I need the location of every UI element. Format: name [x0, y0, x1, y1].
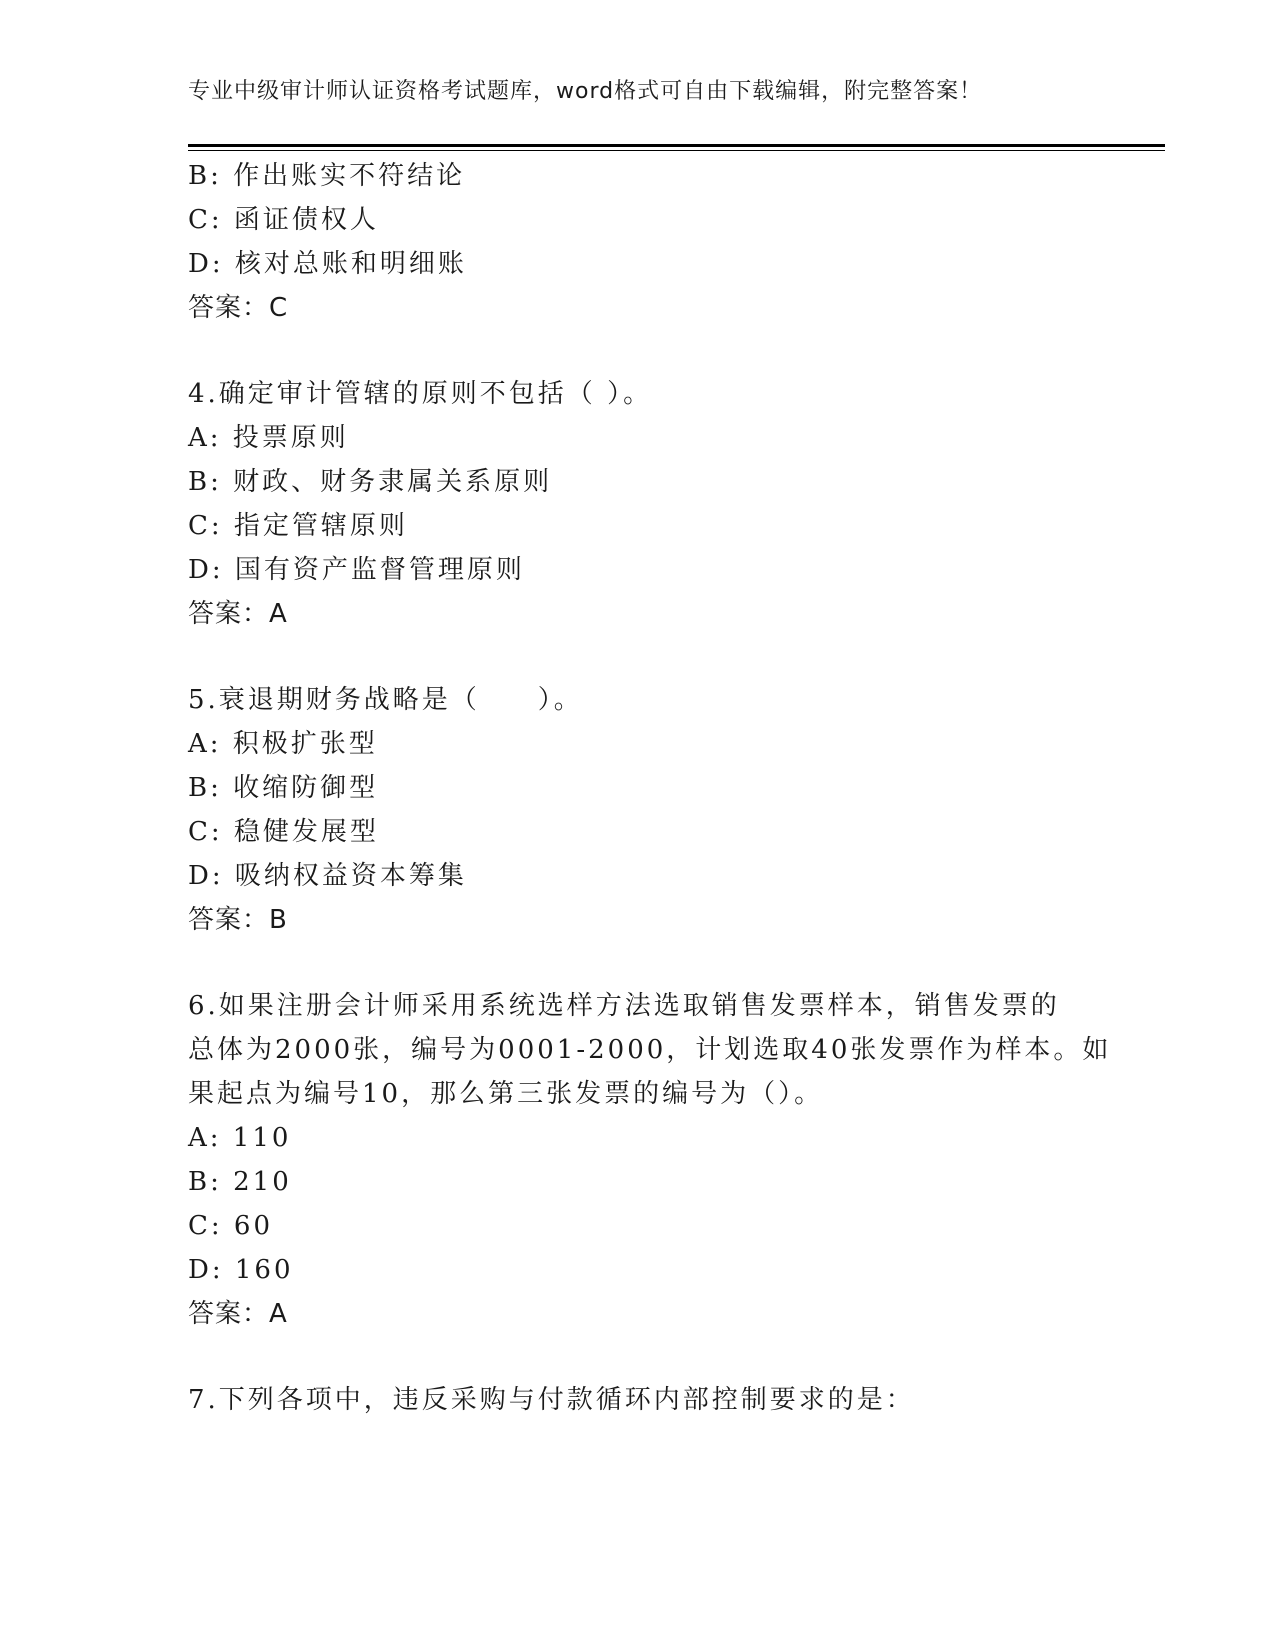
option-line: C: 函证债权人 — [188, 205, 379, 235]
page-header: 专业中级审计师认证资格考试题库，word格式可自由下载编辑，附完整答案！ — [188, 79, 983, 104]
question-line: 果起点为编号10，那么第三张发票的编号为（）。 — [188, 1079, 824, 1109]
question-line: 6.如果注册会计师采用系统选样方法选取销售发票样本，销售发票的 — [188, 991, 1060, 1021]
option-line: B: 作出账实不符结论 — [188, 161, 466, 191]
answer-line: 答案：B — [188, 905, 288, 935]
option-line: D: 160 — [188, 1255, 294, 1285]
option-line: B: 收缩防御型 — [188, 773, 379, 803]
question-line: 7.下列各项中，违反采购与付款循环内部控制要求的是： — [188, 1385, 915, 1415]
option-line: C: 60 — [188, 1211, 274, 1241]
option-line: A: 110 — [188, 1123, 292, 1153]
question-line: 4.确定审计管辖的原则不包括（ ）。 — [188, 379, 653, 409]
header-rule-thin — [188, 150, 1165, 151]
option-line: D: 国有资产监督管理原则 — [188, 555, 525, 585]
option-line: A: 积极扩张型 — [188, 729, 378, 759]
option-line: B: 财政、财务隶属关系原则 — [188, 467, 553, 497]
answer-line: 答案：C — [188, 293, 289, 323]
question-line: 总体为2000张，编号为0001-2000，计划选取40张发票作为样本。如 — [188, 1035, 1112, 1065]
answer-line: 答案：A — [188, 1299, 288, 1329]
option-line: B: 210 — [188, 1167, 292, 1197]
question-line: 5.衰退期财务战略是（ ）。 — [188, 685, 583, 715]
option-line: D: 吸纳权益资本筹集 — [188, 861, 467, 891]
option-line: A: 投票原则 — [188, 423, 349, 453]
answer-line: 答案：A — [188, 599, 288, 629]
option-line: C: 稳健发展型 — [188, 817, 379, 847]
header-rule-thick — [188, 144, 1165, 147]
option-line: C: 指定管辖原则 — [188, 511, 408, 541]
option-line: D: 核对总账和明细账 — [188, 249, 467, 279]
